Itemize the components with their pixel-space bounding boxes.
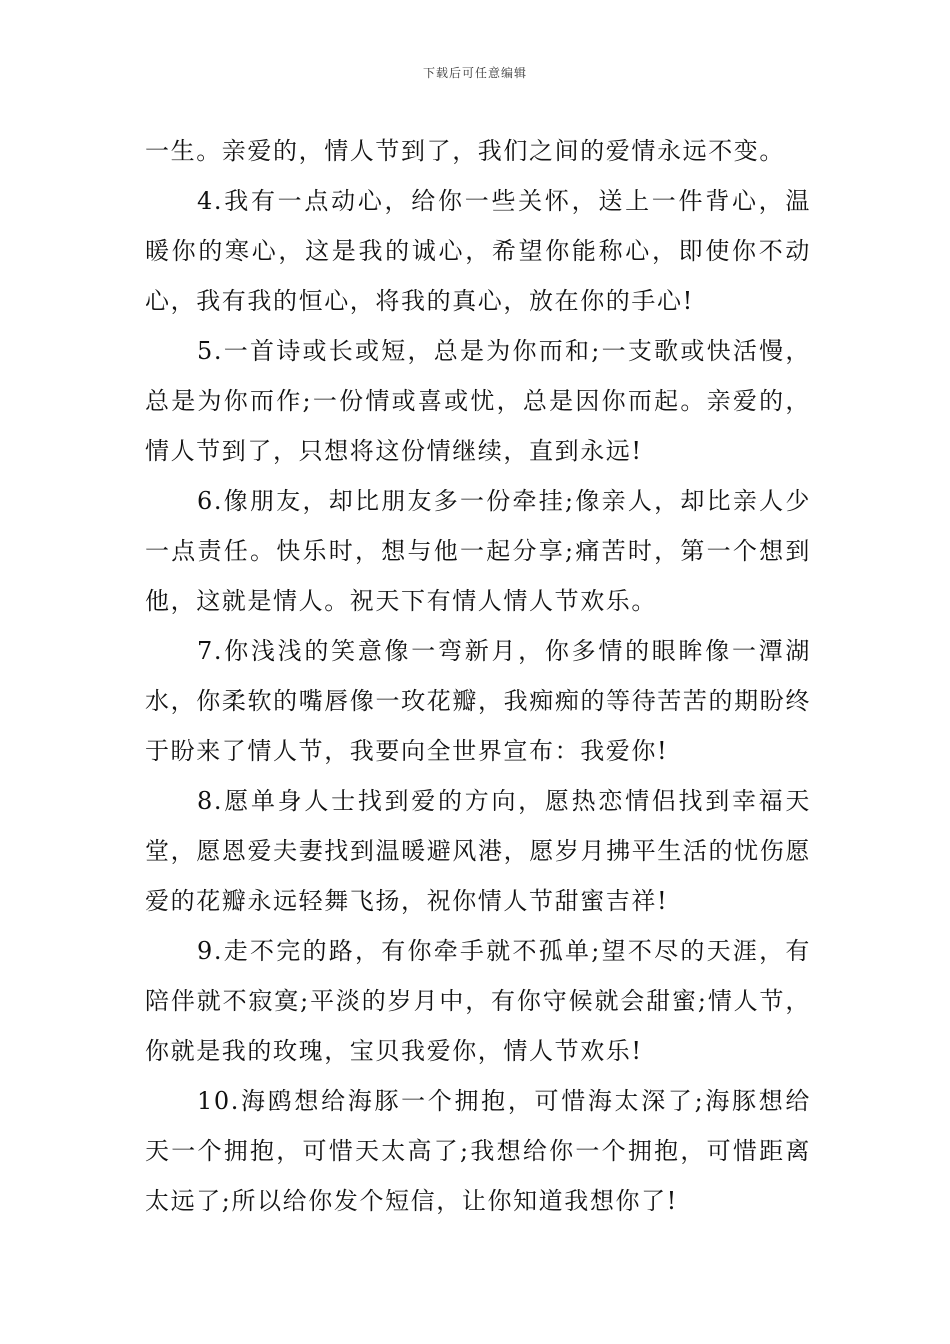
paragraph-continuation: 一生。亲爱的，情人节到了，我们之间的爱情永远不变。: [145, 137, 785, 165]
paragraph-item-4: 4.我有一点动心，给你一些关怀，送上一件背心，温暖你的寒心，这是我的诚心，希望你能称心，即使你不动心，我有我的恒心，将我的真心，放在你的手心!: [145, 187, 811, 315]
paragraph-item-6: 6.像朋友，却比朋友多一份牵挂;像亲人，却比亲人少一点责任。快乐时，想与他一起分享;痛苦时，第一个想到他，这就是情人。祝天下有情人情人节欢乐。: [145, 487, 811, 615]
page-header: 下载后可任意编辑: [422, 66, 527, 80]
paragraph-item-9: 9.走不完的路，有你牵手就不孤单;望不尽的天涯，有陪伴就不寂寞;平淡的岁月中，有你守候就会甜蜜;情人节，你就是我的玫瑰，宝贝我爱你，情人节欢乐!: [145, 937, 811, 1065]
paragraph-item-8: 8.愿单身人士找到爱的方向，愿热恋情侣找到幸福天堂，愿恩爱夫妻找到温暖避风港，愿岁月拂平生活的忧伤愿爱的花瓣永远轻舞飞扬，祝你情人节甜蜜吉祥!: [145, 787, 811, 915]
paragraph-item-5: 5.一首诗或长或短，总是为你而和;一支歌或快活慢，总是为你而作;一份情或喜或忧，总是因你而起。亲爱的，情人节到了，只想将这份情继续，直到永远!: [145, 337, 811, 465]
paragraph-item-10: 10.海鸥想给海豚一个拥抱，可惜海太深了;海豚想给天一个拥抱，可惜天太高了;我想给你一个拥抱，可惜距离太远了;所以给你发个短信，让你知道我想你了!: [145, 1087, 811, 1215]
paragraph-item-7: 7.你浅浅的笑意像一弯新月，你多情的眼眸像一潭湖水，你柔软的嘴唇像一玫花瓣，我痴痴的等待苦苦的期盼终于盼来了情人节，我要向全世界宣布：我爱你!: [145, 637, 811, 765]
document-body: [145, 126, 811, 1226]
